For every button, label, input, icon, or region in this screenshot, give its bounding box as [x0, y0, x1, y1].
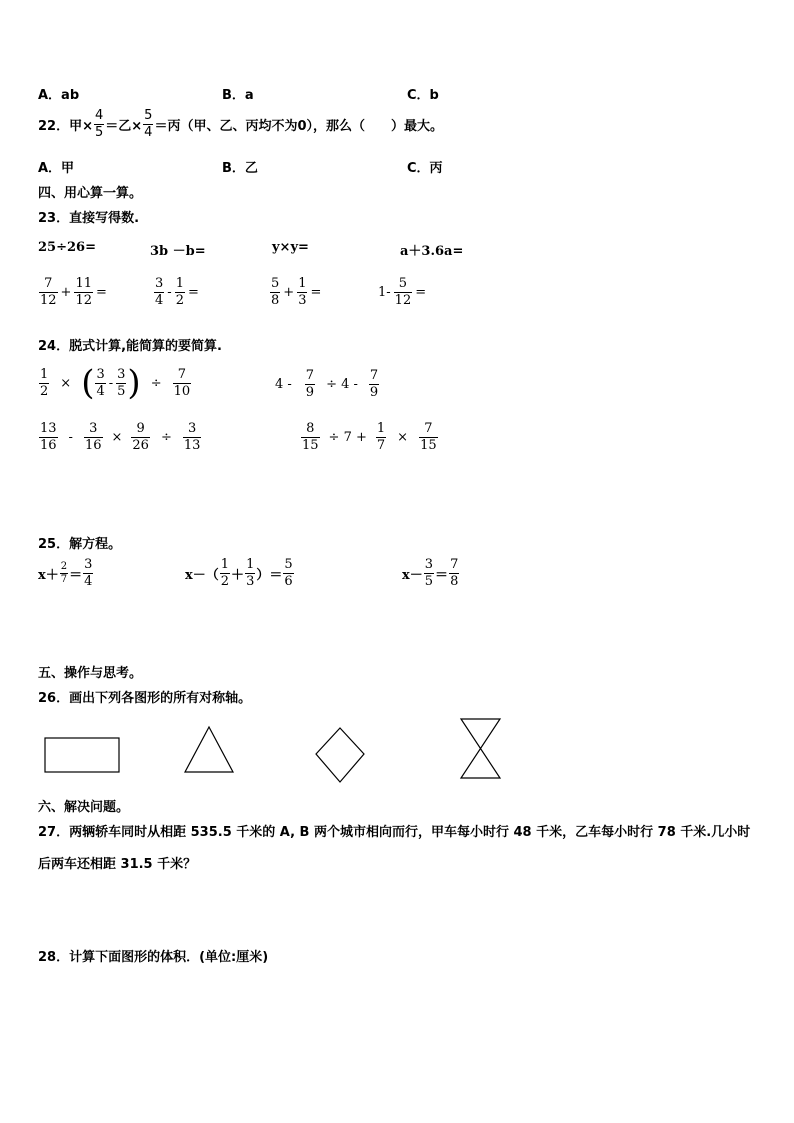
- section-4-heading: 四、用心算一算。: [38, 186, 143, 201]
- q22-fraction-1: $\frac{4}{5}$: [94, 108, 104, 140]
- q25-title: 25．解方程。: [38, 537, 122, 552]
- q23-title: 23．直接写得数.: [38, 211, 140, 226]
- q21-option-a: A．ab: [38, 88, 80, 103]
- q24-expr-2: 4 - $\frac{7}{9}$ ÷ 4 - $\frac{7}{9}$: [275, 368, 379, 400]
- q24-expr-4: $\frac{8}{15}$ ÷ 7 + $\frac{1}{7}$ × $\frac{7}{15}$: [302, 421, 437, 453]
- q24-title: 24．脱式计算,能简算的要简算.: [38, 339, 222, 354]
- q27-line-1: 27．两辆轿车同时从相距 535.5 千米的 A, B 两个城市相向而行，甲车每小时行 48 千米，乙车每小时行 78 千米.几小时: [38, 825, 751, 840]
- q22-option-b: B．乙: [222, 161, 258, 176]
- section-5-heading: 五、操作与思考。: [38, 666, 143, 681]
- q28-title: 28．计算下面图形的体积．(单位:厘米): [38, 950, 269, 965]
- q22-fraction-2: $\frac{5}{4}$: [144, 108, 153, 140]
- q23-item-3: y×y=: [272, 240, 309, 255]
- hourglass-shape: [461, 719, 500, 778]
- q25-equation-2: x－（ $\frac{1}{2}$ ＋ $\frac{1}{3}$ ）＝ $\frac{5}{6}$: [185, 557, 293, 589]
- q22-option-c: C．丙: [407, 161, 443, 176]
- q23-item-1: 25÷26=: [38, 240, 96, 255]
- q26-title: 26．画出下列各图形的所有对称轴。: [38, 691, 252, 706]
- section-6-heading: 六、解决问题。: [38, 800, 130, 815]
- q23-item-2: 3b －b=: [150, 244, 206, 259]
- q21-option-b: B．a: [222, 88, 254, 103]
- q22-prefix: 22．甲×: [38, 119, 93, 134]
- q25-equation-3: x－ $\frac{3}{5}$ ＝ $\frac{7}{8}$: [402, 557, 459, 589]
- q22-question: [38, 108, 443, 141]
- q23-fraction-expr-3: $\frac{5}{8}$ + $\frac{1}{3}$ =: [271, 276, 322, 308]
- rhombus-shape: [316, 728, 364, 782]
- q26-shapes: [0, 712, 794, 784]
- q23-fraction-expr-2: $\frac{3}{4}$ - $\frac{1}{2}$ =: [155, 276, 199, 308]
- rectangle-shape: [45, 738, 119, 772]
- q22-mid-2: ＝丙（甲、乙、丙均不为0），那么（ ）最大。: [154, 119, 443, 134]
- q23-fraction-expr-1: $\frac{7}{12}$ + $\frac{11}{12}$ =: [40, 276, 107, 308]
- q23-fraction-expr-4: 1- $\frac{5}{12}$ =: [378, 276, 427, 308]
- q22-mid-1: ＝乙×: [105, 119, 143, 134]
- q21-option-c: C．b: [407, 88, 439, 103]
- q22-option-a: A．甲: [38, 161, 75, 176]
- q25-equation-1: x＋ $\frac{2}{7}$ ＝ $\frac{3}{4}$: [38, 557, 93, 589]
- triangle-shape: [185, 727, 233, 772]
- q27-line-2: 后两车还相距 31.5 千米？: [38, 857, 197, 872]
- q23-item-4: a＋3.6a=: [400, 244, 464, 259]
- q24-expr-3: $\frac{13}{16}$ - $\frac{3}{16}$ × $\frac{9}{26}$ ÷ $\frac{3}{13}$: [40, 421, 201, 453]
- q24-expr-1: $\frac{1}{2}$ × ( $\frac{3}{4}$ - $\frac{3}{5}$ ) ÷ $\frac{7}{10}$: [40, 363, 191, 403]
